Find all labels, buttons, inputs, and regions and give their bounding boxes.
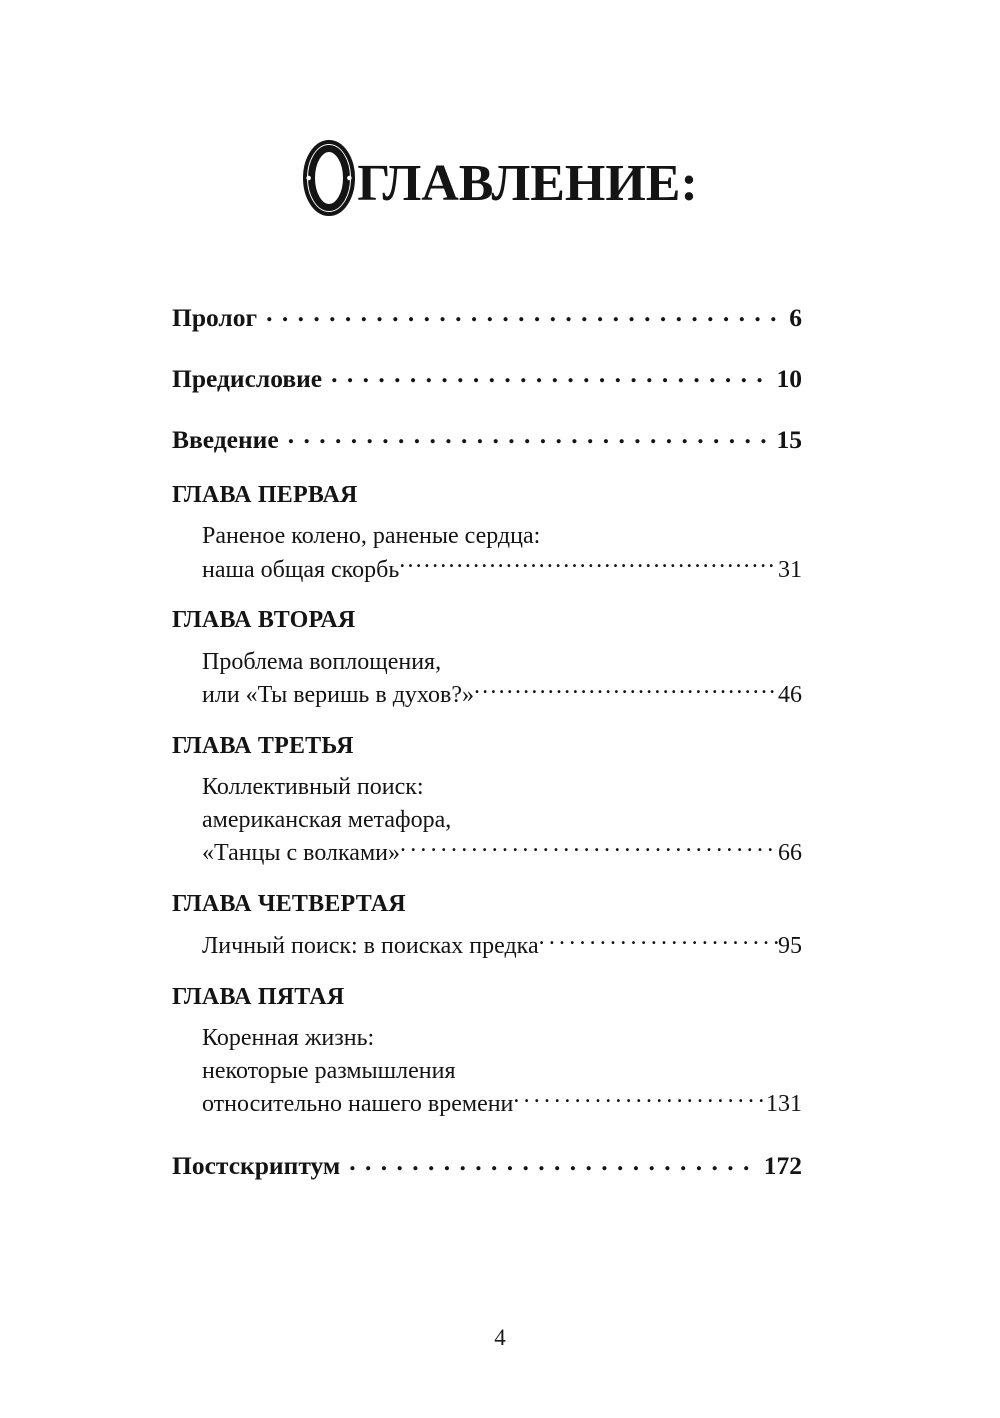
chapter-subtitle-line-with-page [202,678,802,712]
toc-chapter-4[interactable] [172,892,802,963]
chapter-subtitle-text: или «Ты веришь в духов?» [202,682,474,709]
chapter-page: 46 [778,682,802,709]
dot-leader [539,929,778,953]
chapter-heading: ГЛАВА ПЕРВАЯ [172,482,358,508]
chapter-subtitle-line-with-page [202,553,802,587]
dot-leader [474,678,778,702]
page-folio: 4 [494,1325,506,1350]
toc-entry-label: Предисловие [172,363,323,393]
chapter-subtitle [172,771,802,870]
chapter-subtitle-line: некоторые размышления [202,1057,456,1084]
chapter-subtitle-line: Раненое колено, раненые сердца: [202,523,541,550]
chapter-subtitle-line-with-page [202,1087,802,1121]
dot-leader [399,553,778,577]
dot-leader [349,1149,757,1175]
page-title-text: ГЛАВЛЕНИЕ: [357,155,698,212]
toc-chapter-1[interactable] [172,483,802,586]
toc-chapter-5[interactable] [172,985,802,1121]
chapter-subtitle [172,520,802,586]
toc-entry-vvedenie[interactable] [172,422,802,452]
toc-list [172,300,802,1210]
decorative-initial-o-icon [302,140,356,216]
chapter-page: 66 [778,840,802,867]
chapter-heading: ГЛАВА ВТОРАЯ [172,607,356,634]
chapter-subtitle-text: «Танцы с волками» [202,840,400,867]
dot-leader [331,361,770,387]
dot-leader [513,1087,766,1111]
chapter-page: 31 [778,556,802,583]
chapter-subtitle-line: Коллективный поиск: [202,774,424,801]
toc-entry-predislovie[interactable] [172,361,802,391]
chapter-subtitle [172,1022,802,1121]
chapter-subtitle-line: американская метафора, [202,806,452,833]
chapter-page: 131 [766,1091,802,1118]
chapter-subtitle [172,646,802,712]
chapter-subtitle-line-with-page [202,929,802,963]
dot-leader [400,836,778,860]
chapter-heading: ГЛАВА ТРЕТЬЯ [172,732,354,759]
chapter-subtitle-text: Личный поиск: в поисках предка [202,933,539,960]
toc-entry-label: Пролог [172,302,258,332]
dot-leader [266,300,783,326]
toc-entry-page: 172 [763,1151,802,1181]
chapter-subtitle-line-with-page [202,836,802,870]
chapter-heading: ГЛАВА ПЯТАЯ [172,983,345,1010]
toc-entry-prolog[interactable] [172,300,802,330]
toc-entry-label: Введение [172,424,279,454]
toc-entry-label: Постскриптум [172,1151,341,1181]
toc-entry-page: 15 [776,424,802,454]
toc-entry-page: 6 [789,302,802,332]
toc-chapter-2[interactable] [172,608,802,711]
chapter-page: 95 [778,933,802,960]
chapter-subtitle-text: относительно нашего времени [202,1091,514,1118]
chapter-subtitle-line: Проблема воплощения, [202,648,442,675]
toc-entry-postskriptum[interactable] [172,1149,802,1179]
chapter-heading: ГЛАВА ЧЕТВЕРТАЯ [172,890,406,917]
chapter-subtitle-text: наша общая скорбь [202,556,400,583]
toc-chapter-3[interactable] [172,734,802,870]
page-title [0,140,1000,216]
chapter-subtitle [172,929,802,963]
chapter-subtitle-line: Коренная жизнь: [202,1024,375,1051]
toc-entry-page: 10 [776,363,802,393]
dot-leader [288,422,771,448]
